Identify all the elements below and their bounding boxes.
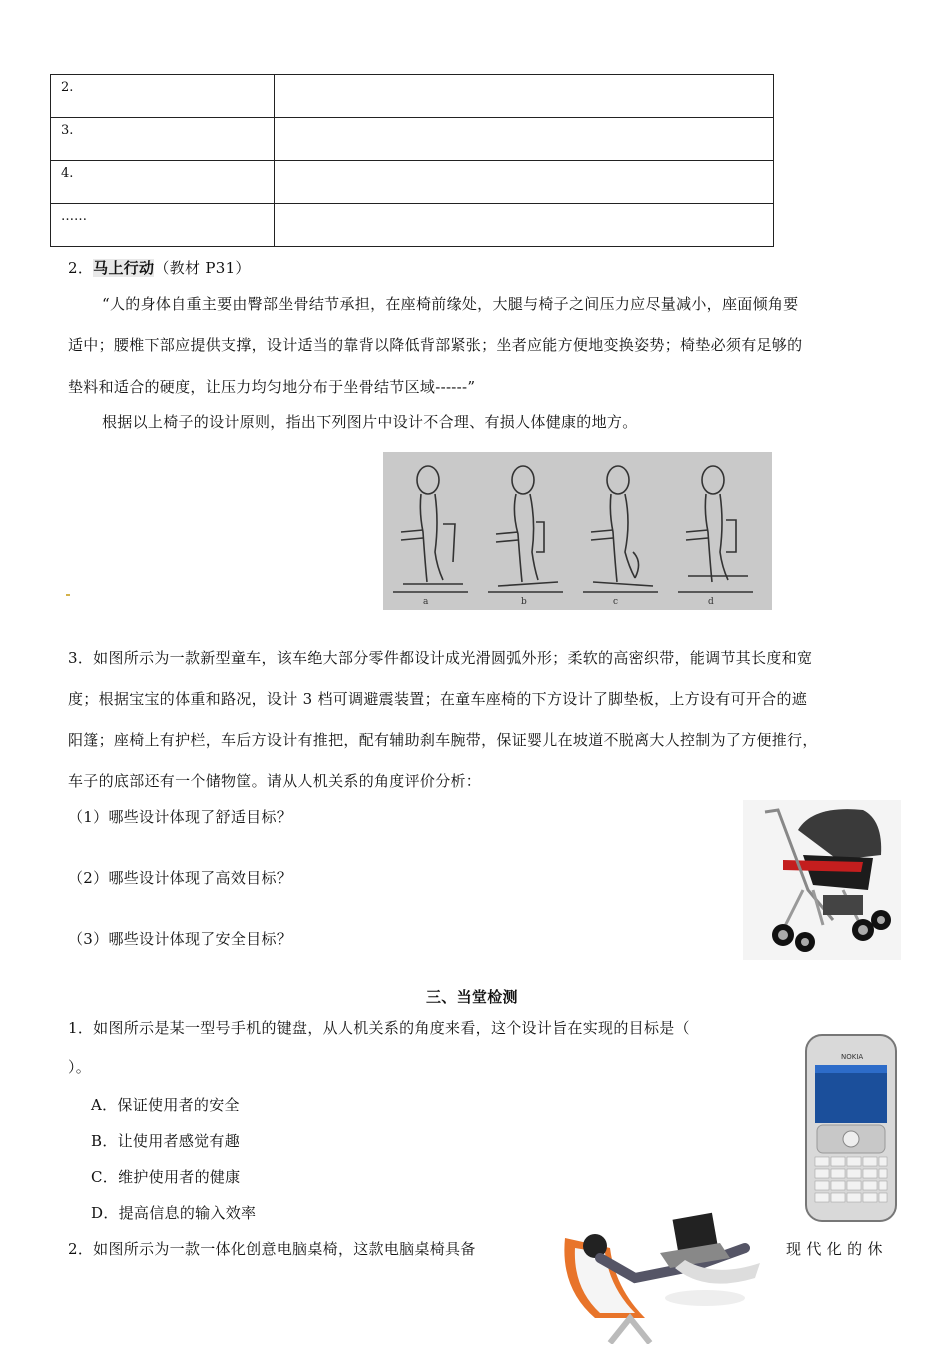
computer-chair-drawing	[555, 1208, 770, 1344]
chair-posture-drawing	[383, 452, 772, 610]
section3-line-3: 阳篷；座椅上有护栏，车后方设计有推把，配有辅助刹车腕带，保证婴儿在坡道不脱离大人控制为了方便推行，	[68, 731, 818, 749]
check-option-a: A．保证使用者的安全	[91, 1096, 240, 1114]
phone-brand: NOKIA	[841, 1053, 864, 1061]
quote-line-1: “人的身体自重主要由臀部坐骨结节承担，在座椅前缘处，大腿与椅子之间压力应尽量减小，座面倾角要	[102, 295, 799, 313]
section3-line-1: 3．如图所示为一款新型童车，该车绝大部分零件都设计成光滑圆弧外形；柔软的高密织带，能调节其长度和宽	[68, 649, 813, 667]
table-row	[51, 75, 774, 118]
posture-d	[678, 466, 753, 592]
table-cell-content	[275, 75, 774, 118]
table-cell-num: 4.	[51, 161, 275, 204]
chair-posture-figure	[383, 452, 772, 610]
section2-number: 2．	[68, 259, 94, 277]
phone-image	[803, 1033, 899, 1223]
table-row	[51, 161, 774, 204]
stroller-drawing	[743, 800, 901, 960]
computer-chair-image	[555, 1208, 770, 1344]
table-cell-num: 3.	[51, 118, 275, 161]
table-row	[51, 204, 774, 247]
phone-drawing	[803, 1033, 899, 1223]
table-cell-content	[275, 204, 774, 247]
table-row	[51, 118, 774, 161]
stroller-image	[743, 800, 901, 960]
quote-line-2: 适中；腰椎下部应提供支撑，设计适当的靠背以降低背部紧张；坐者应能方便地变换姿势；椅垫必须有足够的	[68, 336, 803, 354]
check-option-b: B．让使用者感觉有趣	[91, 1132, 241, 1150]
section3-question-2: （2）哪些设计体现了高效目标？	[68, 869, 293, 887]
posture-label-d: d	[708, 597, 714, 607]
check-q2-right: 现 代 化 的 休	[786, 1240, 883, 1258]
section3-question-3: （3）哪些设计体现了安全目标？	[68, 930, 293, 948]
instruction-text: 根据以上椅子的设计原则，指出下列图片中设计不合理、有损人体健康的地方。	[102, 413, 638, 431]
mark-dot	[66, 594, 70, 596]
section2-title: 马上行动	[93, 259, 155, 277]
check-q2-left: 2．如图所示为一款一体化创意电脑桌椅，这款电脑桌椅具备	[68, 1240, 476, 1258]
table-cell-num: ……	[51, 204, 275, 247]
check-q1-line-2: ）。	[68, 1058, 92, 1076]
check-option-c: C．维护使用者的健康	[91, 1168, 241, 1186]
posture-b	[488, 466, 563, 592]
table-cell-content	[275, 118, 774, 161]
section3-question-1: （1）哪些设计体现了舒适目标？	[68, 808, 293, 826]
table-cell-num: 2.	[51, 75, 275, 118]
section3-line-4: 车子的底部还有一个储物筐。请从人机关系的角度评价分析：	[68, 772, 482, 790]
check-q1-line-1: 1．如图所示是某一型号手机的键盘，从人机关系的角度来看，这个设计旨在实现的目标是（	[68, 1019, 690, 1037]
posture-label-c: c	[613, 597, 619, 607]
table-cell-content	[275, 161, 774, 204]
check-option-d: D．提高信息的输入效率	[91, 1204, 257, 1222]
quote-line-3: 垫料和适合的硬度，让压力均匀地分布于坐骨结节区域------”	[68, 378, 476, 396]
posture-a	[393, 466, 468, 592]
section2-heading	[68, 257, 251, 278]
section2-ref: （教材 P31）	[154, 259, 251, 277]
posture-label-a: a	[423, 597, 429, 607]
answer-table	[50, 74, 774, 247]
check-section-title: 三、当堂检测	[426, 988, 518, 1006]
posture-label-b: b	[521, 597, 527, 607]
section3-line-2: 度；根据宝宝的体重和路况，设计 3 档可调避震装置；在童车座椅的下方设计了脚垫板，上方设有可开合的遮	[68, 690, 808, 708]
posture-c	[583, 466, 658, 592]
